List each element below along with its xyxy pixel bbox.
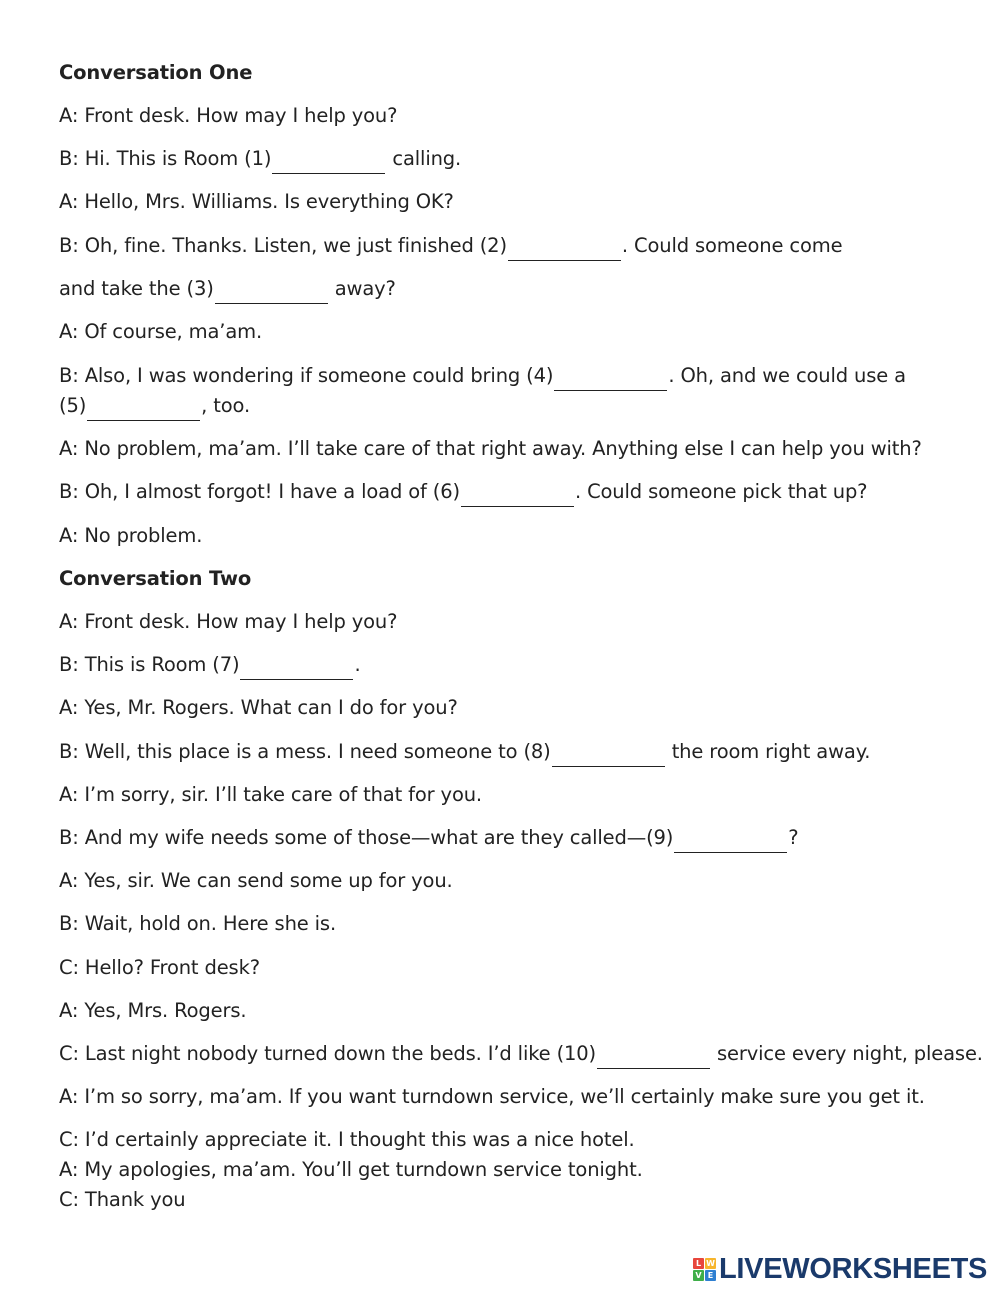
dialogue-text: B: Also, I was wondering if someone could bring (4)	[59, 364, 554, 387]
blank-input-3[interactable]	[215, 283, 328, 304]
dialogue-line	[59, 1039, 983, 1069]
dialogue-text: service every night, please.	[711, 1042, 983, 1065]
dialogue-line: A: No problem.	[59, 524, 203, 547]
dialogue-line: A: Front desk. How may I help you?	[59, 104, 398, 127]
dialogue-line: A: Of course, ma’am.	[59, 320, 263, 343]
dialogue-line	[59, 231, 842, 261]
dialogue-text: away?	[328, 277, 396, 300]
blank-input-9[interactable]	[674, 832, 787, 853]
dialogue-text: , too.	[201, 394, 251, 417]
dialogue-line: A: Front desk. How may I help you?	[59, 610, 398, 633]
logo-text: LIVEWORKSHEETS	[719, 1252, 988, 1285]
dialogue-line: A: I’m sorry, sir. I’ll take care of that for you.	[59, 783, 482, 806]
dialogue-line: A: I’m so sorry, ma’am. If you want turndown service, we’ll certainly make sure you get it.	[59, 1085, 925, 1108]
dialogue-text: C: Last night nobody turned down the beds. I’d like (10)	[59, 1042, 596, 1065]
dialogue-text: B: Oh, fine. Thanks. Listen, we just finished (2)	[59, 234, 507, 257]
dialogue-text: . Oh, and we could use a	[668, 364, 906, 387]
dialogue-text: . Could someone come	[621, 234, 843, 257]
dialogue-line: A: No problem, ma’am. I’ll take care of that right away. Anything else I can help you with?	[59, 437, 922, 460]
liveworksheets-logo[interactable]	[693, 1253, 987, 1285]
logo-cell: E	[705, 1270, 716, 1281]
dialogue-text: (5)	[59, 394, 87, 417]
dialogue-line	[59, 477, 867, 507]
dialogue-text: the room right away.	[665, 740, 871, 763]
dialogue-text: . Could someone pick that up?	[574, 480, 868, 503]
blank-input-5[interactable]	[87, 400, 200, 421]
logo-cell: W	[706, 1258, 715, 1268]
dialogue-line	[59, 391, 250, 421]
logo-cell: V	[693, 1270, 704, 1281]
dialogue-line	[59, 274, 396, 304]
logo-cell: L	[693, 1258, 704, 1269]
dialogue-text: B: And my wife needs some of those—what are they called—(9)	[59, 826, 674, 849]
conversation-one-heading: Conversation One	[59, 61, 253, 84]
dialogue-line	[59, 361, 906, 391]
dialogue-line: B: Wait, hold on. Here she is.	[59, 912, 336, 935]
blank-input-7[interactable]	[240, 659, 353, 680]
dialogue-text: B: This is Room (7)	[59, 653, 240, 676]
dialogue-text: ?	[788, 826, 799, 849]
blank-input-8[interactable]	[552, 746, 665, 767]
dialogue-line: C: Hello? Front desk?	[59, 956, 260, 979]
dialogue-line	[59, 650, 361, 680]
dialogue-line: A: Hello, Mrs. Williams. Is everything OK?	[59, 190, 454, 213]
dialogue-line: C: I’d certainly appreciate it. I thought this was a nice hotel.	[59, 1128, 635, 1151]
blank-input-1[interactable]	[272, 153, 385, 174]
dialogue-text: B: Hi. This is Room (1)	[59, 147, 272, 170]
dialogue-line: C: Thank you	[59, 1188, 186, 1211]
dialogue-line: A: Yes, Mr. Rogers. What can I do for you?	[59, 696, 458, 719]
dialogue-line: A: My apologies, ma’am. You’ll get turndown service tonight.	[59, 1158, 643, 1181]
dialogue-line: A: Yes, Mrs. Rogers.	[59, 999, 247, 1022]
dialogue-line	[59, 823, 798, 853]
dialogue-line	[59, 737, 870, 767]
dialogue-line	[59, 144, 461, 174]
dialogue-text: .	[354, 653, 361, 676]
blank-input-6[interactable]	[461, 486, 574, 507]
dialogue-text: B: Oh, I almost forgot! I have a load of (6)	[59, 480, 460, 503]
dialogue-line: A: Yes, sir. We can send some up for you.	[59, 869, 453, 892]
blank-input-2[interactable]	[508, 240, 621, 261]
dialogue-text: and take the (3)	[59, 277, 214, 300]
blank-input-10[interactable]	[597, 1048, 710, 1069]
conversation-two-heading: Conversation Two	[59, 567, 252, 590]
blank-input-4[interactable]	[554, 370, 667, 391]
dialogue-text: calling.	[386, 147, 462, 170]
logo-grid-icon	[693, 1258, 716, 1281]
dialogue-text: B: Well, this place is a mess. I need someone to (8)	[59, 740, 551, 763]
